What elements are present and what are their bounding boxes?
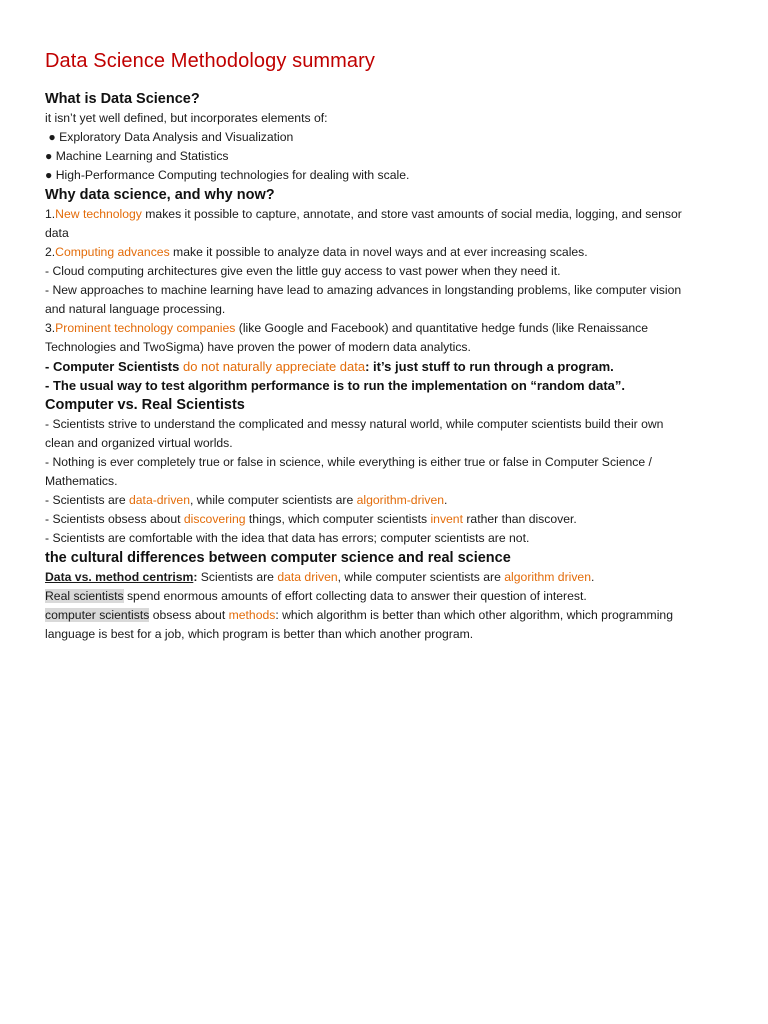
s3-paragraph-3: - Scientists are data-driven, while computer scientists are algorithm-driven. — [45, 493, 448, 507]
section-heading-what-is-data-science: What is Data Science? — [45, 91, 200, 107]
s4-paragraph-2: Real scientists spend enormous amounts of effort collecting data to answer their question of interest. — [45, 589, 587, 603]
section-heading-computer-vs-real: Computer vs. Real Scientists — [45, 397, 245, 413]
s1-bullet: ● Machine Learning and Statistics — [45, 149, 229, 163]
section-heading-cultural-differences: the cultural differences between computer science and real science — [45, 550, 511, 566]
s3-paragraph-5: - Scientists are comfortable with the idea that data has errors; computer scientists are not. — [45, 531, 530, 545]
section-heading-why-now: Why data science, and why now? — [45, 187, 275, 203]
s3-paragraph-2: - Nothing is ever completely true or false in science, while everything is either true or false in Computer Science / Mathematics. — [45, 455, 652, 488]
s2-paragraph-4: - New approaches to machine learning have lead to amazing advances in longstanding problems, like computer vision and natural language processing. — [45, 283, 682, 316]
s2-bold-statement-1: - Computer Scientists do not naturally appreciate data: it’s just stuff to run through a program. — [45, 359, 614, 374]
s2-bold-statement-2: - The usual way to test algorithm performance is to run the implementation on “random data”. — [45, 378, 626, 393]
s2-paragraph-5: 3.Prominent technology companies (like Google and Facebook) and quantitative hedge funds (like Renaissance Technologies and TwoSigma) have proven the power of modern data analytics. — [45, 321, 648, 354]
s1-bullet: ● High-Performance Computing technologies for dealing with scale. — [45, 168, 410, 182]
s2-paragraph-1: 1.New technology makes it possible to capture, annotate, and store vast amounts of social media, logging, and sensor data — [45, 207, 682, 240]
document-title: Data Science Methodology summary — [45, 50, 376, 72]
s4-paragraph-1: Data vs. method centrism: Scientists are data driven, while computer scientists are algorithm driven. — [45, 570, 595, 584]
s3-paragraph-4: - Scientists obsess about discovering things, which computer scientists invent rather than discover. — [45, 512, 577, 526]
s2-paragraph-2: 2.Computing advances make it possible to analyze data in novel ways and at ever increasing scales. — [45, 245, 588, 259]
s1-bullet: ● Exploratory Data Analysis and Visualization — [45, 130, 294, 144]
s2-paragraph-3: - Cloud computing architectures give even the little guy access to vast power when they need it. — [45, 264, 561, 278]
s4-paragraph-3: computer scientists obsess about methods: which algorithm is better than which other algorithm, which programming language is best for a job, which program is better than which another program. — [45, 608, 673, 641]
s1-intro: it isn’t yet well defined, but incorporates elements of: — [45, 111, 328, 125]
s3-paragraph-1: - Scientists strive to understand the complicated and messy natural world, while computer scientists build their own clean and organized virtual worlds. — [45, 417, 664, 450]
